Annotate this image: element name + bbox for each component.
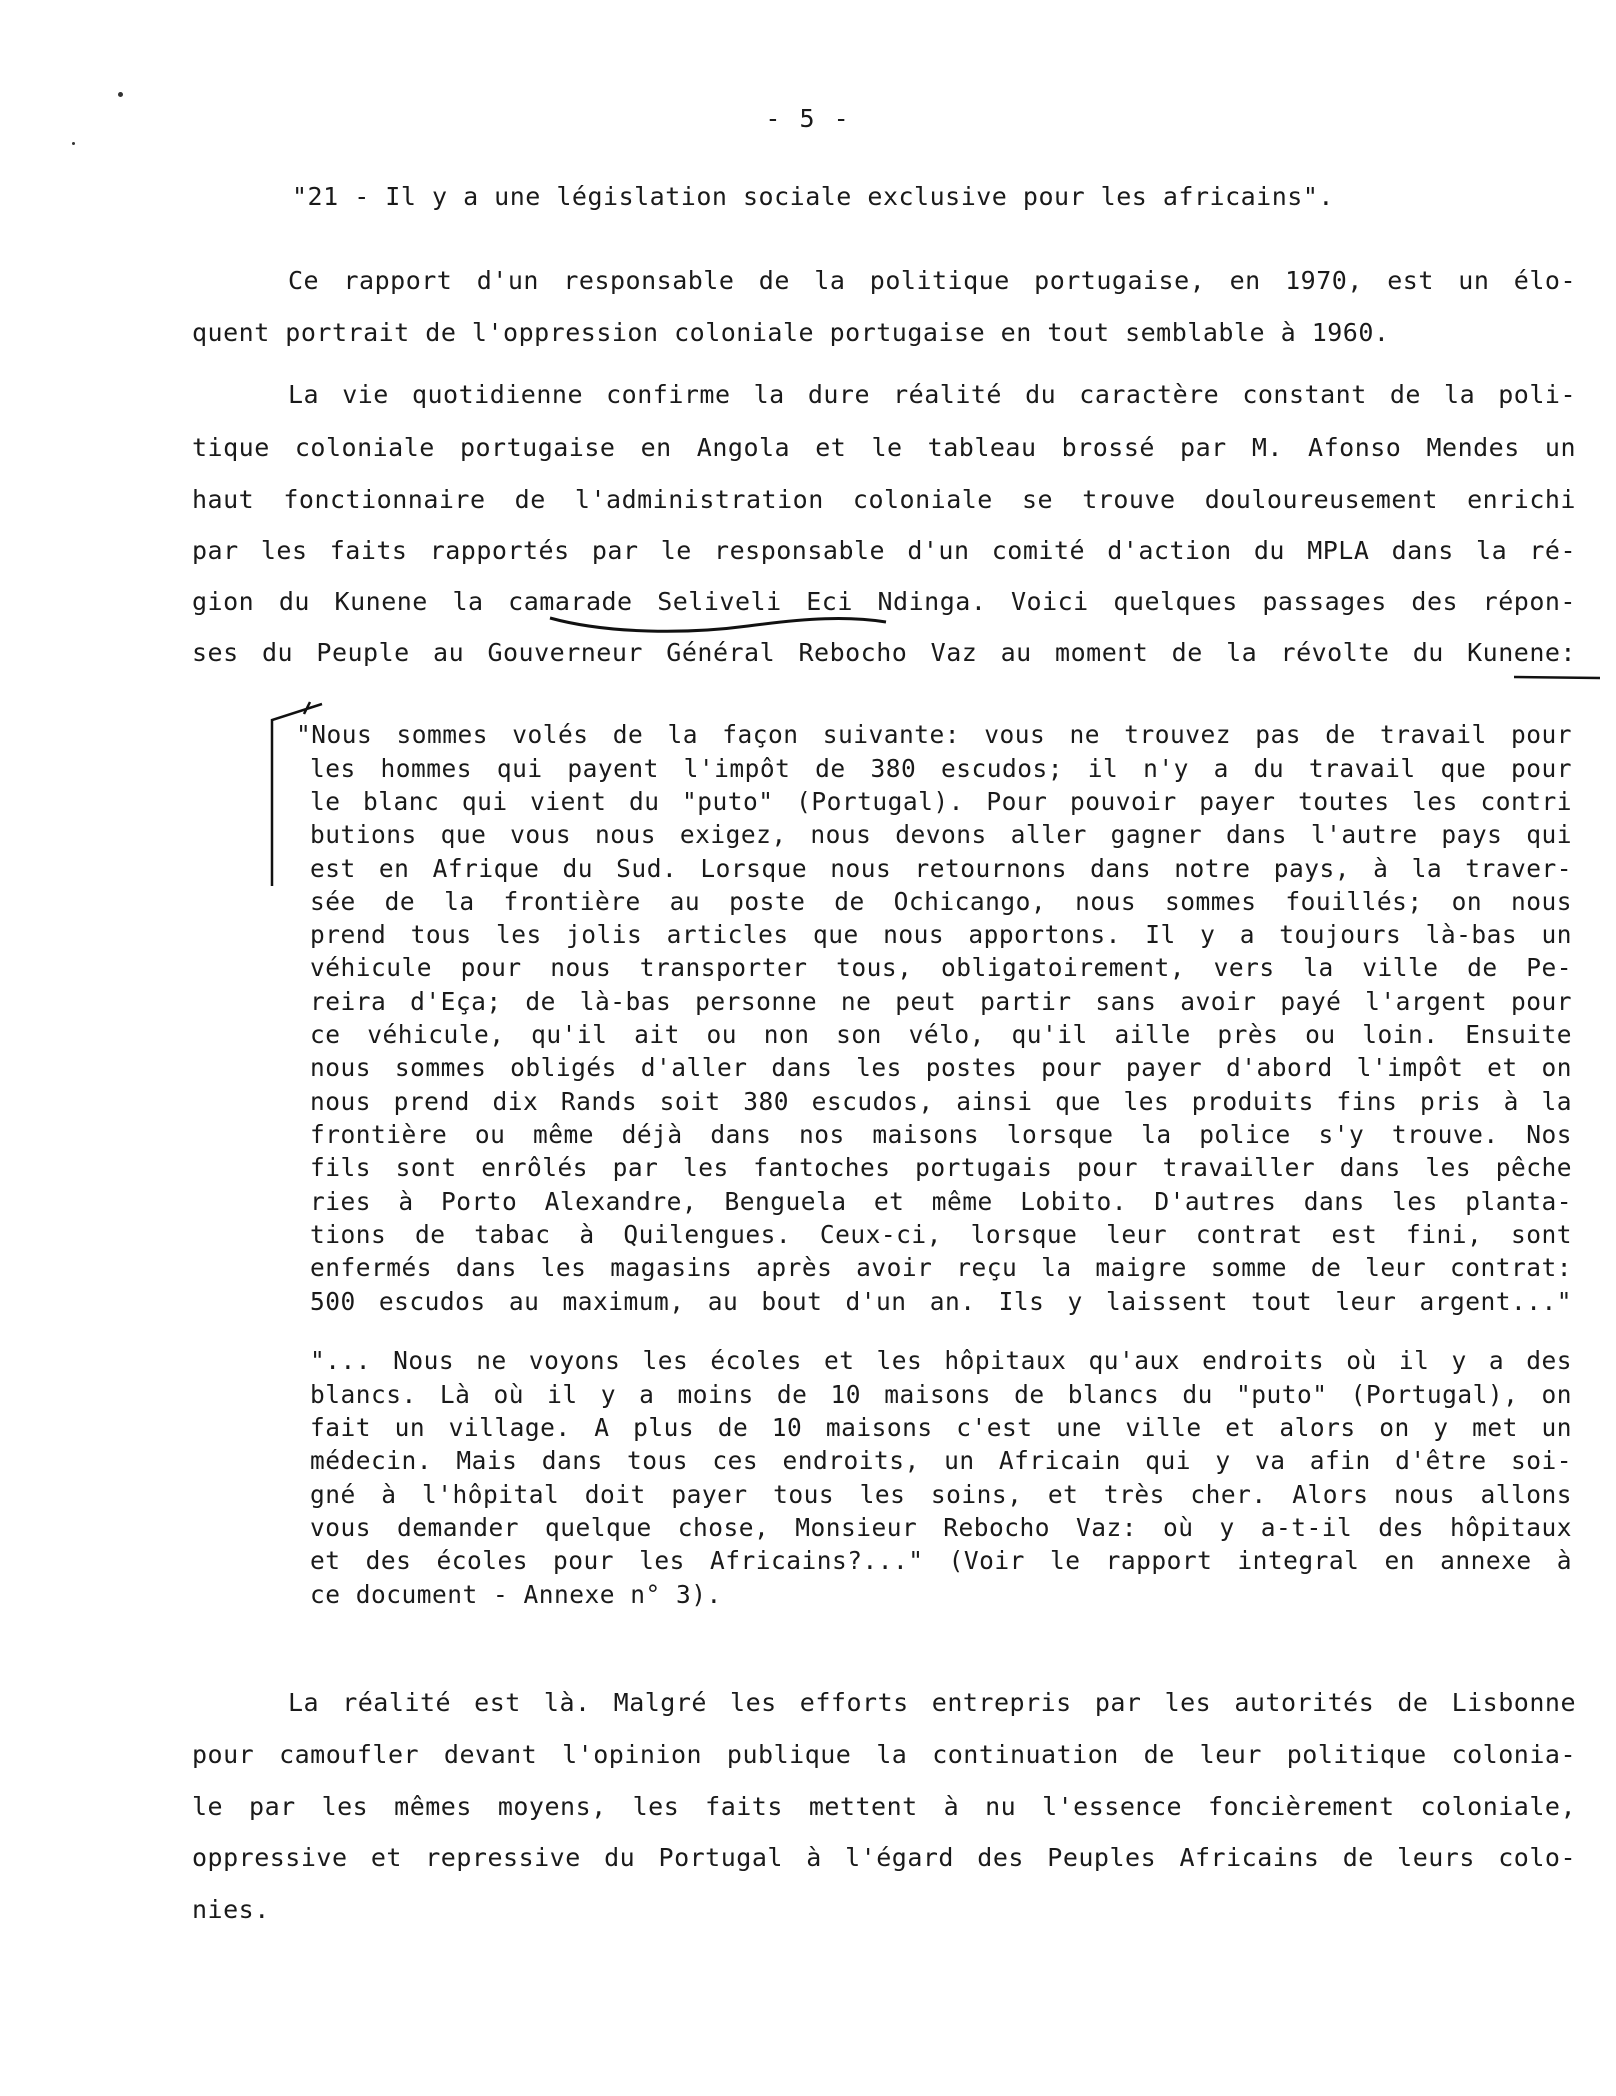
- quote-line: vous demander quelque chose, Monsieur Rebocho Vaz: où y a-t-il des hôpitaux: [310, 1513, 1572, 1542]
- heading-quote: "21 - Il y a une législation sociale exclusive pour les africains".: [292, 182, 1334, 211]
- quote-line: tions de tabac à Quilengues. Ceux-ci, lorsque leur contrat est fini, sont: [310, 1220, 1572, 1249]
- quote-line: nous sommes obligés d'aller dans les postes pour payer d'abord l'impôt et on: [310, 1053, 1572, 1082]
- handwritten-underline: [548, 612, 888, 636]
- paragraph-line: oppressive et repressive du Portugal à l'égard des Peuples Africains de leurs colo-: [192, 1843, 1576, 1872]
- quote-line: ries à Porto Alexandre, Benguela et même Lobito. D'autres dans les planta-: [310, 1187, 1572, 1216]
- quote-line: fait un village. A plus de 10 maisons c'est une ville et alors on y met un: [310, 1413, 1572, 1442]
- quote-line: reira d'Eça; de là-bas personne ne peut partir sans avoir payé l'argent pour: [310, 987, 1572, 1016]
- quote-line: blancs. Là où il y a moins de 10 maisons de blancs du "puto" (Portugal), on: [310, 1380, 1572, 1409]
- paragraph-line: ses du Peuple au Gouverneur Général Rebocho Vaz au moment de la révolte du Kunene:: [192, 638, 1576, 667]
- quote-line: nous prend dix Rands soit 380 escudos, ainsi que les produits fins pris à la: [310, 1087, 1572, 1116]
- quote-line: et des écoles pour les Africains?..." (Voir le rapport integral en annexe à: [310, 1546, 1572, 1575]
- quote-line: le blanc qui vient du "puto" (Portugal). Pour pouvoir payer toutes les contri: [310, 787, 1572, 816]
- quote-line: les hommes qui payent l'impôt de 380 escudos; il n'y a du travail que pour: [310, 754, 1572, 783]
- paragraph-line: par les faits rapportés par le responsable d'un comité d'action du MPLA dans la ré-: [192, 536, 1576, 565]
- quote-line: butions que vous nous exigez, nous devons aller gagner dans l'autre pays qui: [310, 820, 1572, 849]
- paragraph-line: pour camoufler devant l'opinion publique la continuation de leur politique colonia-: [192, 1740, 1576, 1769]
- quote-line: ce véhicule, qu'il ait ou non son vélo, qu'il aille près ou loin. Ensuite: [310, 1020, 1572, 1049]
- quote-line: "... Nous ne voyons les écoles et les hôpitaux qu'aux endroits où il y a des: [310, 1346, 1572, 1375]
- paragraph-line: quent portrait de l'oppression coloniale portugaise en tout semblable à 1960.: [192, 318, 1390, 347]
- quote-line: 500 escudos au maximum, au bout d'un an. Ils y laissent tout leur argent...": [310, 1287, 1572, 1316]
- paragraph-line: le par les mêmes moyens, les faits mettent à nu l'essence foncièrement coloniale,: [192, 1792, 1576, 1821]
- quote-line: sée de la frontière au poste de Ochicango, nous sommes fouillés; on nous: [310, 887, 1572, 916]
- quote-line: médecin. Mais dans tous ces endroits, un Africain qui y va afin d'être soi-: [310, 1446, 1572, 1475]
- quote-line: enfermés dans les magasins après avoir reçu la maigre somme de leur contrat:: [310, 1253, 1572, 1282]
- paragraph-line: nies.: [192, 1895, 270, 1924]
- handwritten-underline: [1512, 672, 1602, 682]
- page-number: - 5 -: [765, 104, 851, 133]
- quote-line: fils sont enrôlés par les fantoches portugais pour travailler dans les pêche: [310, 1153, 1572, 1182]
- paragraph-line: haut fonctionnaire de l'administration coloniale se trouve douloureusement enrichi: [192, 485, 1576, 514]
- scan-speck: [118, 92, 123, 97]
- quote-line: ce document - Annexe n° 3).: [310, 1580, 722, 1609]
- quote-line: "Nous sommes volés de la façon suivante: vous ne trouvez pas de travail pour: [296, 720, 1572, 749]
- paragraph-line: gion du Kunene la camarade Seliveli Eci Ndinga. Voici quelques passages des répon-: [192, 587, 1576, 616]
- scan-speck: [72, 142, 75, 145]
- quote-line: gné à l'hôpital doit payer tous les soins, et très cher. Alors nous allons: [310, 1480, 1572, 1509]
- paragraph-line: La vie quotidienne confirme la dure réalité du caractère constant de la poli-: [288, 380, 1576, 409]
- quote-line: prend tous les jolis articles que nous apportons. Il y a toujours là-bas un: [310, 920, 1572, 949]
- quote-line: frontière ou même déjà dans nos maisons lorsque la police s'y trouve. Nos: [310, 1120, 1572, 1149]
- quote-line: véhicule pour nous transporter tous, obligatoirement, vers la ville de Pe-: [310, 953, 1572, 982]
- quote-line: est en Afrique du Sud. Lorsque nous retournons dans notre pays, à la traver-: [310, 854, 1572, 883]
- paragraph-line: La réalité est là. Malgré les efforts entrepris par les autorités de Lisbonne: [288, 1688, 1576, 1717]
- paragraph-line: Ce rapport d'un responsable de la politique portugaise, en 1970, est un élo-: [288, 266, 1576, 295]
- paragraph-line: tique coloniale portugaise en Angola et le tableau brossé par M. Afonso Mendes un: [192, 433, 1576, 462]
